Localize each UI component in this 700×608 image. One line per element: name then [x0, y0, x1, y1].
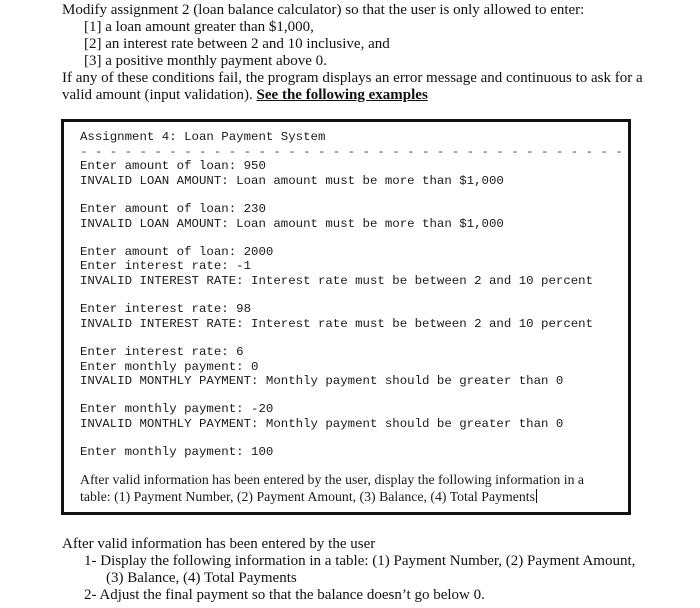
- console-line: INVALID INTEREST RATE: Interest rate must be between 2 and 10 percent: [80, 317, 594, 331]
- after-item-1-line-1: 1- Display the following information in a table: (1) Payment Number, (2) Payment Amount,: [84, 553, 636, 569]
- intro-line-2: If any of these conditions fail, the program displays an error message and continuous to ask for a: [62, 70, 643, 86]
- console-line: Enter monthly payment: 0: [80, 360, 259, 374]
- text-cursor: [536, 489, 537, 503]
- console-output-box: [61, 119, 631, 515]
- after-item-2: 2- Adjust the final payment so that the balance doesn’t go below 0.: [84, 587, 485, 603]
- intro-line-1: Modify assignment 2 (loan balance calculator) so that the user is only allowed to enter:: [62, 2, 585, 18]
- requirement-1: [1] a loan amount greater than $1,000,: [84, 19, 314, 35]
- console-line: Enter amount of loan: 950: [80, 159, 266, 173]
- console-line: Enter amount of loan: 230: [80, 202, 266, 216]
- console-line: Enter amount of loan: 2000: [80, 245, 274, 259]
- console-note-line-2: [80, 489, 537, 505]
- console-line: Enter monthly payment: -20: [80, 402, 274, 416]
- requirement-3: [3] a positive monthly payment above 0.: [84, 53, 327, 69]
- console-line: INVALID MONTHLY PAYMENT: Monthly payment should be greater than 0: [80, 374, 564, 388]
- console-line: INVALID LOAN AMOUNT: Loan amount must be more than $1,000: [80, 174, 504, 188]
- console-note-line-1: After valid information has been entered by the user, display the following information in a: [80, 472, 585, 487]
- intro-line-3-text: valid amount (input validation).: [62, 87, 257, 103]
- console-line: Enter interest rate: 6: [80, 345, 244, 359]
- after-heading: After valid information has been entered by the user: [62, 536, 376, 552]
- console-line: Enter monthly payment: 100: [80, 445, 274, 459]
- console-line: INVALID INTEREST RATE: Interest rate must be between 2 and 10 percent: [80, 274, 594, 288]
- console-divider: - - - - - - - - - - - - - - - - - - - - - - - - - - - - - - - - - - - - -: [80, 145, 623, 159]
- requirement-2: [2] an interest rate between 2 and 10 inclusive, and: [84, 36, 390, 52]
- examples-link[interactable]: See the following examples: [256, 87, 428, 103]
- intro-line-3: [62, 87, 428, 104]
- console-line: INVALID MONTHLY PAYMENT: Monthly payment should be greater than 0: [80, 417, 564, 431]
- after-item-1-line-2: (3) Balance, (4) Total Payments: [106, 570, 297, 586]
- console-line: Enter interest rate: -1: [80, 259, 252, 273]
- console-line: Enter interest rate: 98: [80, 302, 252, 316]
- console-line: INVALID LOAN AMOUNT: Loan amount must be more than $1,000: [80, 217, 504, 231]
- console-note-text: table: (1) Payment Number, (2) Payment Amount, (3) Balance, (4) Total Payments: [80, 489, 535, 504]
- console-header: Assignment 4: Loan Payment System: [80, 130, 326, 144]
